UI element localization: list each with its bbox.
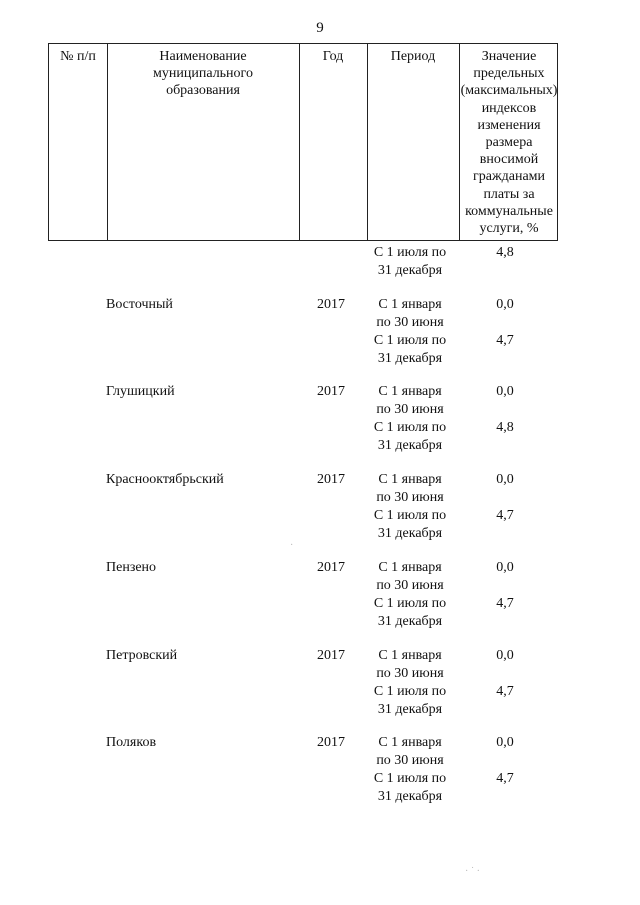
- value-cell: 4,7: [496, 771, 514, 786]
- period-cell: [360, 383, 460, 419]
- scan-speck: · ˙ ·: [465, 866, 480, 877]
- header-value-line: услуги, %: [479, 221, 539, 237]
- period-cell: [360, 507, 460, 543]
- period-line: по 30 июня: [376, 753, 444, 768]
- period-cell: [360, 296, 460, 332]
- period-cell: [360, 734, 460, 770]
- period-line: С 1 января: [378, 648, 442, 663]
- year-cell: 2017: [317, 297, 345, 312]
- municipality-name: Пензено: [106, 560, 157, 575]
- period-cell: [360, 595, 460, 631]
- header-value-line: платы за: [483, 186, 535, 202]
- period-line: 31 декабря: [377, 263, 443, 278]
- header-period: Период: [390, 49, 436, 64]
- period-cell: [360, 683, 460, 719]
- value-cell: 4,7: [496, 508, 514, 523]
- period-line: С 1 июля по: [373, 508, 447, 523]
- header-value-line: Значение: [481, 49, 537, 64]
- period-cell: [360, 647, 460, 683]
- header-value-line: индексов: [481, 100, 537, 116]
- value-cell: 0,0: [496, 735, 514, 750]
- value-cell: 0,0: [496, 472, 514, 487]
- period-cell: [360, 332, 460, 368]
- period-line: С 1 июля по: [373, 245, 447, 260]
- header-name-line: Наименование: [159, 49, 247, 64]
- period-line: 31 декабря: [377, 351, 443, 366]
- table-row: [0, 647, 640, 727]
- period-line: С 1 июля по: [373, 333, 447, 348]
- value-cell: 0,0: [496, 297, 514, 312]
- header-value-line: предельных: [473, 66, 545, 82]
- year-cell: 2017: [317, 648, 345, 663]
- header-value-line: вносимой: [479, 152, 539, 168]
- value-cell: 0,0: [496, 648, 514, 663]
- table-row: [0, 471, 640, 551]
- municipality-name: Петровский: [106, 648, 178, 663]
- period-cell: [360, 559, 460, 595]
- period-line: 31 декабря: [377, 526, 443, 541]
- header-value-line: коммунальные: [465, 203, 553, 219]
- period-line: С 1 января: [378, 560, 442, 575]
- table-row: [0, 559, 640, 639]
- header-value-line: изменения: [477, 117, 541, 133]
- period-line: С 1 июля по: [373, 420, 447, 435]
- value-cell: 4,7: [496, 333, 514, 348]
- table-row: [0, 296, 640, 376]
- header-value-line: (максимальных): [460, 83, 558, 99]
- period-line: С 1 января: [378, 472, 442, 487]
- value-cell: 4,8: [496, 245, 514, 260]
- period-line: С 1 июля по: [373, 771, 447, 786]
- period-line: С 1 июля по: [373, 684, 447, 699]
- municipality-name: Поляков: [106, 735, 157, 750]
- period-line: по 30 июня: [376, 315, 444, 330]
- period-line: по 30 июня: [376, 666, 444, 681]
- year-cell: 2017: [317, 735, 345, 750]
- header-year: Год: [322, 49, 344, 64]
- page-number: 9: [316, 20, 324, 36]
- column-divider: [299, 44, 300, 240]
- header-value-line: гражданами: [472, 169, 546, 185]
- header-name: [107, 48, 299, 100]
- period-line: по 30 июня: [376, 490, 444, 505]
- municipality-name: Глушицкий: [106, 384, 175, 399]
- period-line: С 1 июля по: [373, 596, 447, 611]
- period-cell: [360, 471, 460, 507]
- value-cell: 4,8: [496, 420, 514, 435]
- table-row: [0, 734, 640, 814]
- value-cell: 4,7: [496, 596, 514, 611]
- municipality-name: Краснооктябрьский: [106, 472, 224, 487]
- value-cell: 0,0: [496, 560, 514, 575]
- column-divider: [367, 44, 368, 240]
- header-value-line: размера: [485, 135, 533, 151]
- period-line: по 30 июня: [376, 402, 444, 417]
- period-line: 31 декабря: [377, 438, 443, 453]
- period-cell: [360, 419, 460, 455]
- scan-speck: ·: [290, 540, 294, 551]
- period-cell: [360, 770, 460, 806]
- period-line: 31 декабря: [377, 789, 443, 804]
- period-line: по 30 июня: [376, 578, 444, 593]
- period-line: С 1 января: [378, 297, 442, 312]
- period-cell: [360, 244, 460, 280]
- table-row: [0, 383, 640, 463]
- value-cell: 4,7: [496, 684, 514, 699]
- header-name-line: образования: [166, 83, 240, 99]
- year-cell: 2017: [317, 384, 345, 399]
- municipality-name: Восточный: [106, 297, 173, 312]
- period-line: С 1 января: [378, 735, 442, 750]
- value-cell: 0,0: [496, 384, 514, 399]
- header-name-line: муниципального: [153, 66, 253, 82]
- period-line: 31 декабря: [377, 702, 443, 717]
- period-line: С 1 января: [378, 384, 442, 399]
- period-line: 31 декабря: [377, 614, 443, 629]
- table-header: [48, 43, 558, 241]
- header-num: № п/п: [60, 49, 96, 64]
- year-cell: 2017: [317, 472, 345, 487]
- year-cell: 2017: [317, 560, 345, 575]
- header-value: [459, 48, 559, 237]
